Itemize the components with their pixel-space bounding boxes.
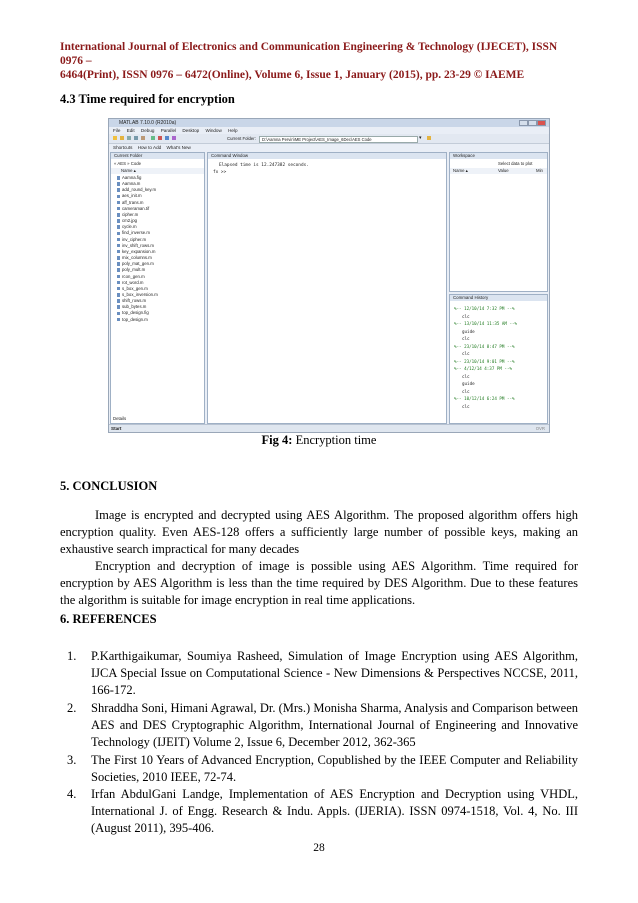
menu-window[interactable]: Window — [205, 128, 222, 133]
open-folder-icon[interactable] — [120, 136, 124, 140]
workspace-header: Workspace — [450, 153, 547, 159]
journal-line-2: 6464(Print), ISSN 0976 – 6472(Online), Volume 6, Issue 1, January (2015), pp. 23-29 © IAEME — [60, 69, 525, 81]
file-list-item[interactable]: rcon_gen.m — [117, 274, 158, 280]
simulink-icon[interactable] — [151, 136, 155, 140]
ws-col-min[interactable]: Min — [536, 168, 543, 173]
browse-folder-icon[interactable] — [427, 136, 431, 140]
current-folder-pane — [110, 152, 205, 424]
shortcuts-label[interactable]: Shortcuts — [113, 145, 133, 150]
page-number: 28 — [313, 842, 325, 854]
journal-header — [60, 40, 580, 82]
file-list-item[interactable]: cipher.m — [117, 212, 158, 218]
history-command[interactable]: clc — [462, 403, 470, 409]
ovr-indicator: OVR — [535, 426, 545, 431]
reference-text: The First 10 Years of Advanced Encryption, Copublished by the IEEE Computer and Reliability Societies, 2010 IEEE, 72-74. — [91, 753, 578, 784]
conclusion-paragraph-1: Image is encrypted and decrypted using AES Algorithm. The proposed algorithm offers high encryption quality. Even AES-128 offers a sufficiently large number of possible keys, making an exhaustive search impractical for many decades — [60, 508, 578, 556]
reference-text: Shraddha Soni, Himani Agrawal, Dr. (Mrs.) Monisha Sharma, Analysis and Comparison between AES and DES Cryptographic Algorithm, International Journal of Engineering and Innovative Technology (IJEIT) Volume 2, Issue 6, December 2012, 362-365 — [91, 701, 578, 749]
file-list-item[interactable]: key_expansion.m — [117, 249, 158, 255]
file-list-item[interactable]: find_inverse.m — [117, 230, 158, 236]
menu-parallel[interactable]: Parallel — [160, 128, 177, 133]
history-session-header[interactable]: %-- 23/10/14 9:01 PM --% — [454, 358, 515, 364]
file-list-item[interactable]: cm2.jpg — [117, 218, 158, 224]
file-list-item[interactable]: poly_mat_gen.m — [117, 261, 158, 267]
elapsed-time-output: Elapsed time is 12.247382 seconds. — [219, 163, 309, 168]
history-session-header[interactable]: %-- 4/12/14 4:37 PM --% — [454, 366, 512, 371]
matlab-titlebar — [109, 119, 549, 127]
ws-col-value[interactable]: Value — [498, 168, 509, 173]
history-list — [454, 305, 517, 410]
command-output — [213, 162, 309, 176]
file-list-item[interactable]: Aamna.fig — [117, 175, 158, 181]
current-folder-label: Current Folder: — [227, 136, 256, 141]
reference-number: 1. — [67, 649, 77, 663]
command-history-pane — [449, 294, 548, 424]
file-list-item[interactable]: top_design.m — [117, 317, 158, 323]
file-list-item[interactable]: aff_trans.m — [117, 200, 158, 206]
file-list-item[interactable]: add_round_key.m — [117, 187, 158, 193]
matlab-screenshot — [108, 118, 550, 433]
profiler-icon[interactable] — [165, 136, 169, 140]
chevron-down-icon[interactable]: ▾ — [419, 135, 422, 141]
reference-text: Irfan AbdulGani Landge, Implementation of AES Encryption and Decryption using VHDL, International J. of Engg. Research & Indu. Appls. (IJERIA). ISSN 0974-1518, Vol. 4, No. III (August 2011), 395-406. — [91, 787, 578, 835]
history-command[interactable]: clc — [462, 373, 470, 379]
reference-number: 3. — [67, 753, 77, 767]
history-command[interactable]: clc — [462, 313, 470, 319]
file-list-item[interactable]: s_box_gen.m — [117, 286, 158, 292]
command-window[interactable] — [207, 152, 447, 424]
current-folder-header: Current Folder — [111, 153, 204, 159]
conclusion-paragraph-2: Encryption and decryption of image is possible using AES Algorithm. Time required for encryption by AES Algorithm is less than the time required by DES Algorithm. Due to these features the algorithm is suitable for image encryption in real time applications. — [60, 559, 578, 607]
journal-line-1: International Journal of Electronics and Communication Engineering & Technology (IJECET), ISSN 0976 – — [60, 41, 558, 67]
menu-bar — [109, 127, 549, 134]
maximize-icon[interactable] — [528, 120, 537, 126]
menu-debug[interactable]: Debug — [140, 128, 155, 133]
file-list-item[interactable]: aes_init.m — [117, 193, 158, 199]
history-command[interactable]: clc — [462, 336, 470, 341]
reference-text: P.Karthigaikumar, Soumiya Rasheed, Simulation of Image Encryption using AES Algorithm, IJCA Special Issue on Computational Science - New Dimensions & Perspectives NCCSE, 2011, 166-172. — [91, 649, 578, 697]
workspace-columns — [450, 168, 547, 174]
file-list-item[interactable]: cameraman.tif — [117, 206, 158, 212]
file-list-item[interactable]: mix_columns.m — [117, 255, 158, 261]
menu-file[interactable]: File — [113, 128, 121, 133]
history-session-header[interactable]: %-- 13/10/14 11:35 AM --% — [454, 321, 518, 326]
file-list-item[interactable]: sub_bytes.m — [117, 304, 158, 310]
workspace-pane — [449, 152, 548, 292]
current-folder-input[interactable]: D:\Aamna Pervin\ME Project\AES_Image_6Dec\AES Code — [259, 136, 418, 143]
reference-number: 4. — [67, 787, 77, 801]
close-icon[interactable] — [537, 120, 546, 126]
figure-label: Fig 4: — [261, 433, 293, 447]
shortcuts-bar — [109, 144, 549, 151]
folder-breadcrumb[interactable]: « AES » Code — [114, 161, 141, 166]
history-command[interactable]: guide — [462, 328, 475, 334]
file-list-item[interactable]: top_design.fig — [117, 310, 158, 316]
details-panel[interactable]: Details — [113, 416, 127, 421]
help-icon[interactable] — [172, 136, 176, 140]
history-session-header[interactable]: %-- 10/12/14 6:24 PM --% — [454, 396, 515, 401]
history-command[interactable]: guide — [462, 381, 475, 386]
history-session-header[interactable]: %-- 23/10/14 8:47 PM --% — [454, 343, 515, 349]
toolbar — [109, 134, 549, 144]
file-list-item[interactable]: s_box_inversion.m — [117, 292, 158, 298]
references-heading: 6. REFERENCES — [60, 612, 157, 626]
file-list-item[interactable]: inv_shift_rows.m — [117, 243, 158, 249]
paste-icon[interactable] — [141, 136, 145, 140]
file-list-item[interactable]: cycle.m — [117, 224, 158, 230]
section-heading-4-3: 4.3 Time required for encryption — [60, 92, 235, 106]
file-list-item[interactable]: rot_word.m — [117, 280, 158, 286]
reference-number: 2. — [67, 701, 77, 715]
file-list-item[interactable]: shift_rows.m — [117, 298, 158, 304]
name-column-header[interactable]: Name ▴ — [111, 168, 204, 174]
guide-icon[interactable] — [158, 136, 162, 140]
history-command[interactable]: clc — [462, 388, 470, 394]
select-data-to-plot[interactable]: Select data to plot — [498, 161, 533, 166]
ws-col-name[interactable]: Name ▴ — [453, 168, 468, 173]
cut-icon[interactable] — [127, 136, 131, 140]
start-button[interactable]: Start — [111, 426, 122, 431]
shortcut-whats-new[interactable]: What's New — [166, 145, 191, 150]
menu-desktop[interactable]: Desktop — [182, 128, 200, 133]
matlab-title: MATLAB 7.10.0 (R2010a) — [119, 120, 177, 126]
shortcut-how-to-add[interactable]: How to Add — [137, 145, 162, 150]
file-list-item[interactable]: inv_cipher.m — [117, 237, 158, 243]
copy-icon[interactable] — [134, 136, 138, 140]
menu-edit[interactable]: Edit — [126, 128, 135, 133]
new-file-icon[interactable] — [113, 136, 117, 140]
status-bar — [109, 424, 549, 432]
history-session-header[interactable]: %-- 12/10/14 7:32 PM --% — [454, 306, 515, 311]
file-list — [117, 175, 158, 323]
figure-caption — [0, 433, 638, 448]
conclusion-heading: 5. CONCLUSION — [60, 479, 158, 493]
menu-help[interactable]: Help — [228, 128, 238, 133]
history-command[interactable]: clc — [462, 351, 470, 356]
file-list-item[interactable]: poly_mult.m — [117, 267, 158, 273]
command-prompt[interactable]: fx >> — [213, 170, 227, 175]
figure-caption-text: Encryption time — [292, 433, 377, 447]
minimize-icon[interactable] — [519, 120, 528, 126]
command-window-header: Command Window — [208, 153, 446, 159]
command-history-header: Command History — [450, 295, 547, 301]
file-list-item[interactable]: Aamna.m — [117, 181, 158, 187]
